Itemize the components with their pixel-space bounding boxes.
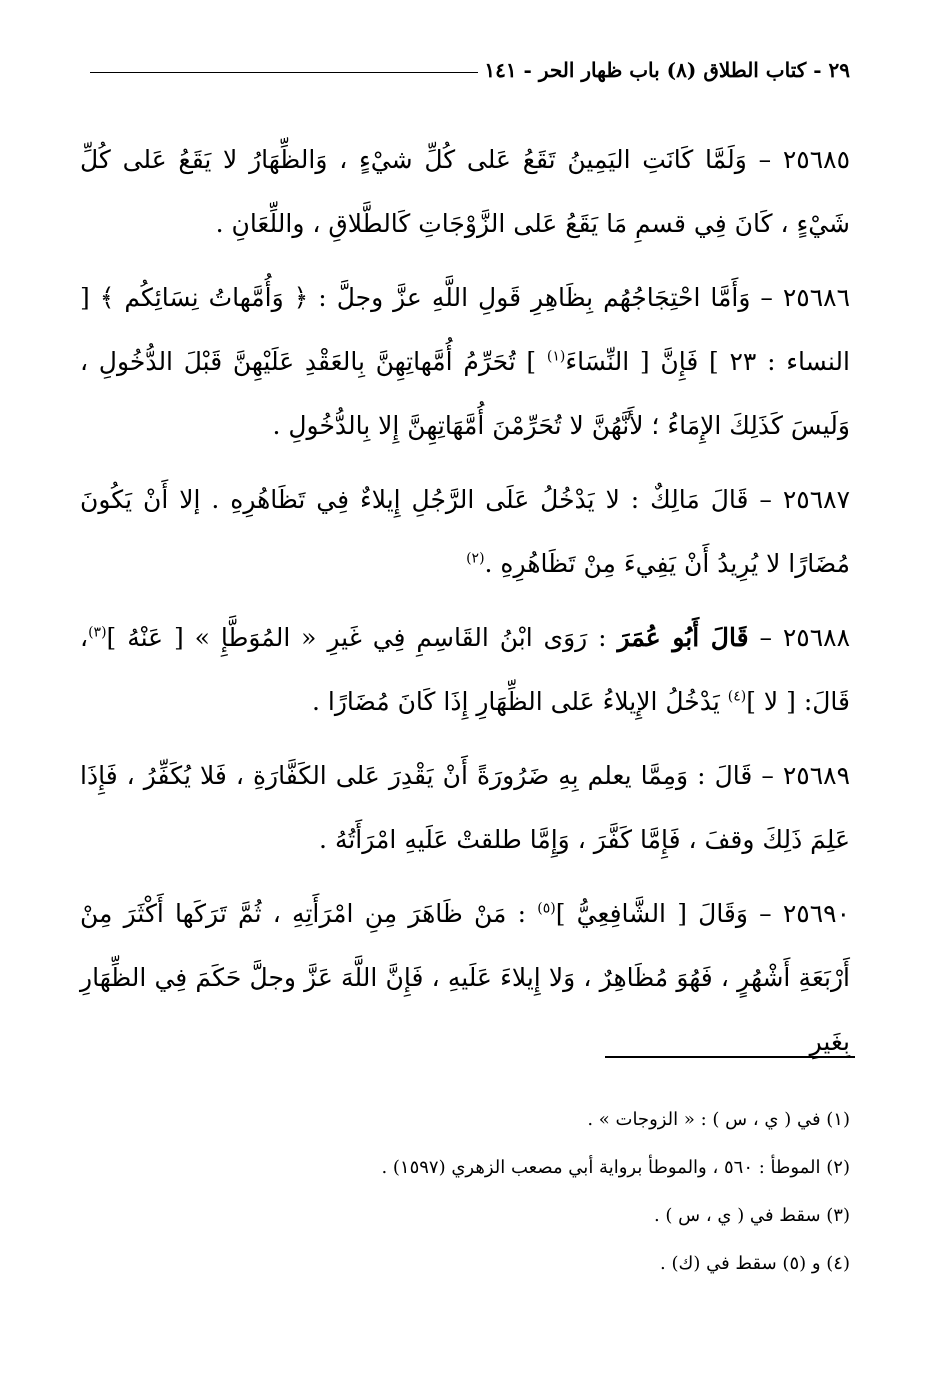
footnote-ref[interactable]: (٤) <box>727 688 747 705</box>
footnote-ref[interactable]: (٢) <box>466 550 485 567</box>
footnote-ref[interactable]: (١) <box>546 348 566 365</box>
header-rule <box>90 72 478 73</box>
footnote-ref[interactable]: (٣) <box>88 624 107 641</box>
paragraph-text-cont: : مَنْ ظَاهَرَ مِنِ امْرَأَتِهِ ، ثُمَّ تَرَكَها أَكْثَرَ مِنْ أَرْبَعَةِ أَشْهُرٍ ، فَهُوَ مُظَاهِرٌ ، وَلا إِيلاءَ عَلَيهِ ، فَإِنَّ اللَّهَ عَزَّ وجلَّ حَكَمَ فِي الظِّهَارِ بِغَيرِ <box>80 899 850 1056</box>
paragraph-text: قَالَ : وَمِمَّا يعلم بِهِ ضَرُورَةً أَنْ يَقْدِرَ عَلى الكَفَّارَةِ ، فَلا يُكَفِّرُ ، فَإِذَا عَلِمَ ذَلِكَ وقفَ ، فَإِمَّا كَفَّرَ ، وَإِمَّا طلقتْ عَلَيهِ امْرَأَتُهُ . <box>80 761 850 854</box>
main-text <box>80 128 850 1084</box>
footnote-4: (٤) و (٥) سقط في (ك) . <box>660 1253 850 1274</box>
footnote-2: (٢) الموطأ : ٥٦٠ ، والموطأ برواية أبي مصعب الزهري (١٥٩٧) . <box>381 1157 850 1178</box>
paragraph-text: قَالَ مَالِكٌ : لا يَدْخُلُ عَلَى الرَّجُلِ إِيلاءٌ فِي تَظَاهُرِهِ . إلا أَنْ يَكُونَ مُضَارًا لا يُرِيدُ أَنْ يَفِيءَ مِنْ تَظَاهُرِهِ . <box>80 485 850 578</box>
paragraph-25688 <box>80 606 850 734</box>
paragraph-25687 <box>80 468 850 596</box>
paragraph-number: ٢٥٦٩٠ – <box>759 899 851 928</box>
paragraph-25690 <box>80 882 850 1074</box>
paragraph-25685 <box>80 128 850 256</box>
paragraph-text: وَأَمَّا احْتِجَاجُهُم بِظَاهِرِ قَولِ اللَّهِ عزَّ وجلَّ : ﴿ وَأُمَّهاتُ نِسَائِكُم ﴾ [ النساء : ٢٣ ] فَإِنَّ [ النِّسَاءَ <box>80 283 850 376</box>
paragraph-text-cont: ، قَالَ: [ لا ] <box>80 623 850 716</box>
running-header <box>90 58 850 82</box>
paragraph-number: ٢٥٦٨٦ – <box>760 283 851 312</box>
footnote-divider <box>605 1056 855 1058</box>
paragraph-text: وَلَمَّا كَانَتِ اليَمِينُ تَقَعُ عَلى كُلِّ شيْءٍ ، وَالظِّهَارُ لا يَقَعُ عَلى كُلِّ شَيْءٍ ، كَانَ فِي قسمِ مَا يَقَعُ عَلى الزَّوْجَاتِ كَالطَّلاقِ ، واللِّعَانِ . <box>80 145 850 238</box>
paragraph-text: وَقَالَ [ الشَّافِعِيُّ ] <box>555 899 748 928</box>
footnote-3: (٣) سقط في ( ي ، س ) . <box>653 1205 850 1226</box>
footnote-ref[interactable]: (٥) <box>537 900 556 917</box>
paragraph-number: ٢٥٦٨٩ – <box>761 761 851 790</box>
paragraph-number: ٢٥٦٨٥ – <box>758 145 850 174</box>
paragraph-25689 <box>80 744 850 872</box>
footnotes <box>90 1096 850 1288</box>
paragraph-25686 <box>80 266 850 458</box>
paragraph-number: ٢٥٦٨٧ – <box>759 485 850 514</box>
speaker-name: قَالَ أَبُو عُمَرَ <box>617 623 749 652</box>
paragraph-text-cont: يَدْخُلُ الإِيلاءُ عَلى الظِّهَارِ إِذَا كَانَ مُضَارًا . <box>312 687 728 716</box>
paragraph-text: : رَوَى ابْنُ القَاسِمِ فِي غَيرِ « المُوَطَّإِ » [ عَنْهُ ] <box>106 623 607 652</box>
paragraph-text-cont: ] تُحَرِّمُ أُمَّهاتِهِنَّ بِالعَقْدِ عَلَيْهِنَّ قَبْلَ الدُّخُولِ ، وَلَيسَ كَذَلِكَ الإِمَاءُ ؛ لأَنَّهُنَّ لا تُحَرِّمْنَ أُمَّهَاتِهِنَّ إِلا بِالدُّخُولِ . <box>80 347 850 440</box>
header-title: ٢٩ - كتاب الطلاق (٨) باب ظهار الحر - ١٤١ <box>484 58 850 82</box>
footnote-1: (١) في ( ي ، س ) : « الزوجات » . <box>587 1109 850 1130</box>
paragraph-number: ٢٥٦٨٨ – <box>759 623 850 652</box>
